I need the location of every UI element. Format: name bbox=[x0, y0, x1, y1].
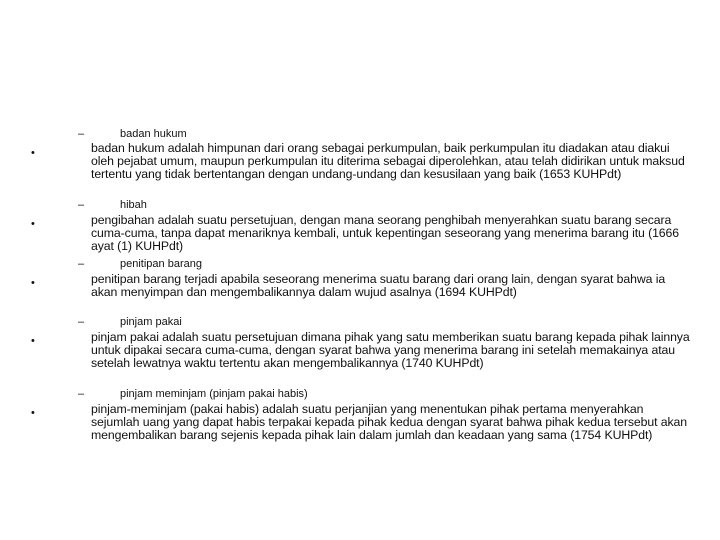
bullet-marker: • bbox=[31, 407, 35, 419]
term-heading: badan hukum bbox=[120, 128, 187, 140]
term-heading: pinjam meminjam (pinjam pakai habis) bbox=[120, 388, 308, 400]
bullet-marker: • bbox=[31, 218, 35, 230]
definition-text: pinjam pakai adalah suatu persetujuan dimana pihak yang satu memberikan suatu barang kepada pihak lainnya untuk dipakai secara cuma-cuma, dengan syarat bahwa yang menerima barang ini setelah memakainya atau setelah lewatnya waktu tertentu akan mengembalikannya (1740 KUHPdt) bbox=[91, 330, 690, 371]
sub-item-dash: – bbox=[78, 128, 85, 140]
sub-item-dash: – bbox=[78, 199, 85, 211]
sub-item-dash: – bbox=[78, 258, 85, 270]
term-heading: penitipan barang bbox=[120, 258, 202, 270]
definition-text: penitipan barang terjadi apabila seseorang menerima suatu barang dari orang lain, dengan syarat bahwa ia akan menyimpan dan mengembalikannya dalam wujud asalnya (1694 KUHPdt) bbox=[91, 272, 666, 300]
sub-item-dash: – bbox=[78, 388, 85, 400]
definition-text: pengibahan adalah suatu persetujuan, dengan mana seorang penghibah menyerahkan suatu barang secara cuma-cuma, tanpa dapat menariknya kembali, untuk kepentingan seseorang yang menerima barang itu (1666 ayat (1) KUHPdt) bbox=[91, 213, 680, 254]
sub-item-dash: – bbox=[78, 316, 85, 328]
term-heading: pinjam pakai bbox=[120, 316, 182, 328]
definition-text: badan hukum adalah himpunan dari orang sebagai perkumpulan, baik perkumpulan itu diadakan atau diakui oleh pejabat umum, maupun perkumpulan itu diterima sebagai diperolehkan, atau telah didirikan untuk maksud tertentu yang tidak bertentangan dengan undang-undang dan kesusilaan yang baik (1653 KUHPdt) bbox=[91, 141, 685, 182]
definition-text: pinjam-meminjam (pakai habis) adalah suatu perjanjian yang menentukan pihak pertama menyerahkan sejumlah uang yang dapat habis terpakai kepada pihak kedua dengan syarat bahwa pihak kedua tersebut akan mengembalikan barang sejenis kepada pihak lain dalam jumlah dan keadaan yang sama (1754 KUHPdt) bbox=[91, 402, 687, 443]
bullet-marker: • bbox=[31, 335, 35, 347]
bullet-marker: • bbox=[31, 277, 35, 289]
bullet-marker: • bbox=[31, 147, 35, 159]
term-heading: hibah bbox=[120, 199, 147, 211]
